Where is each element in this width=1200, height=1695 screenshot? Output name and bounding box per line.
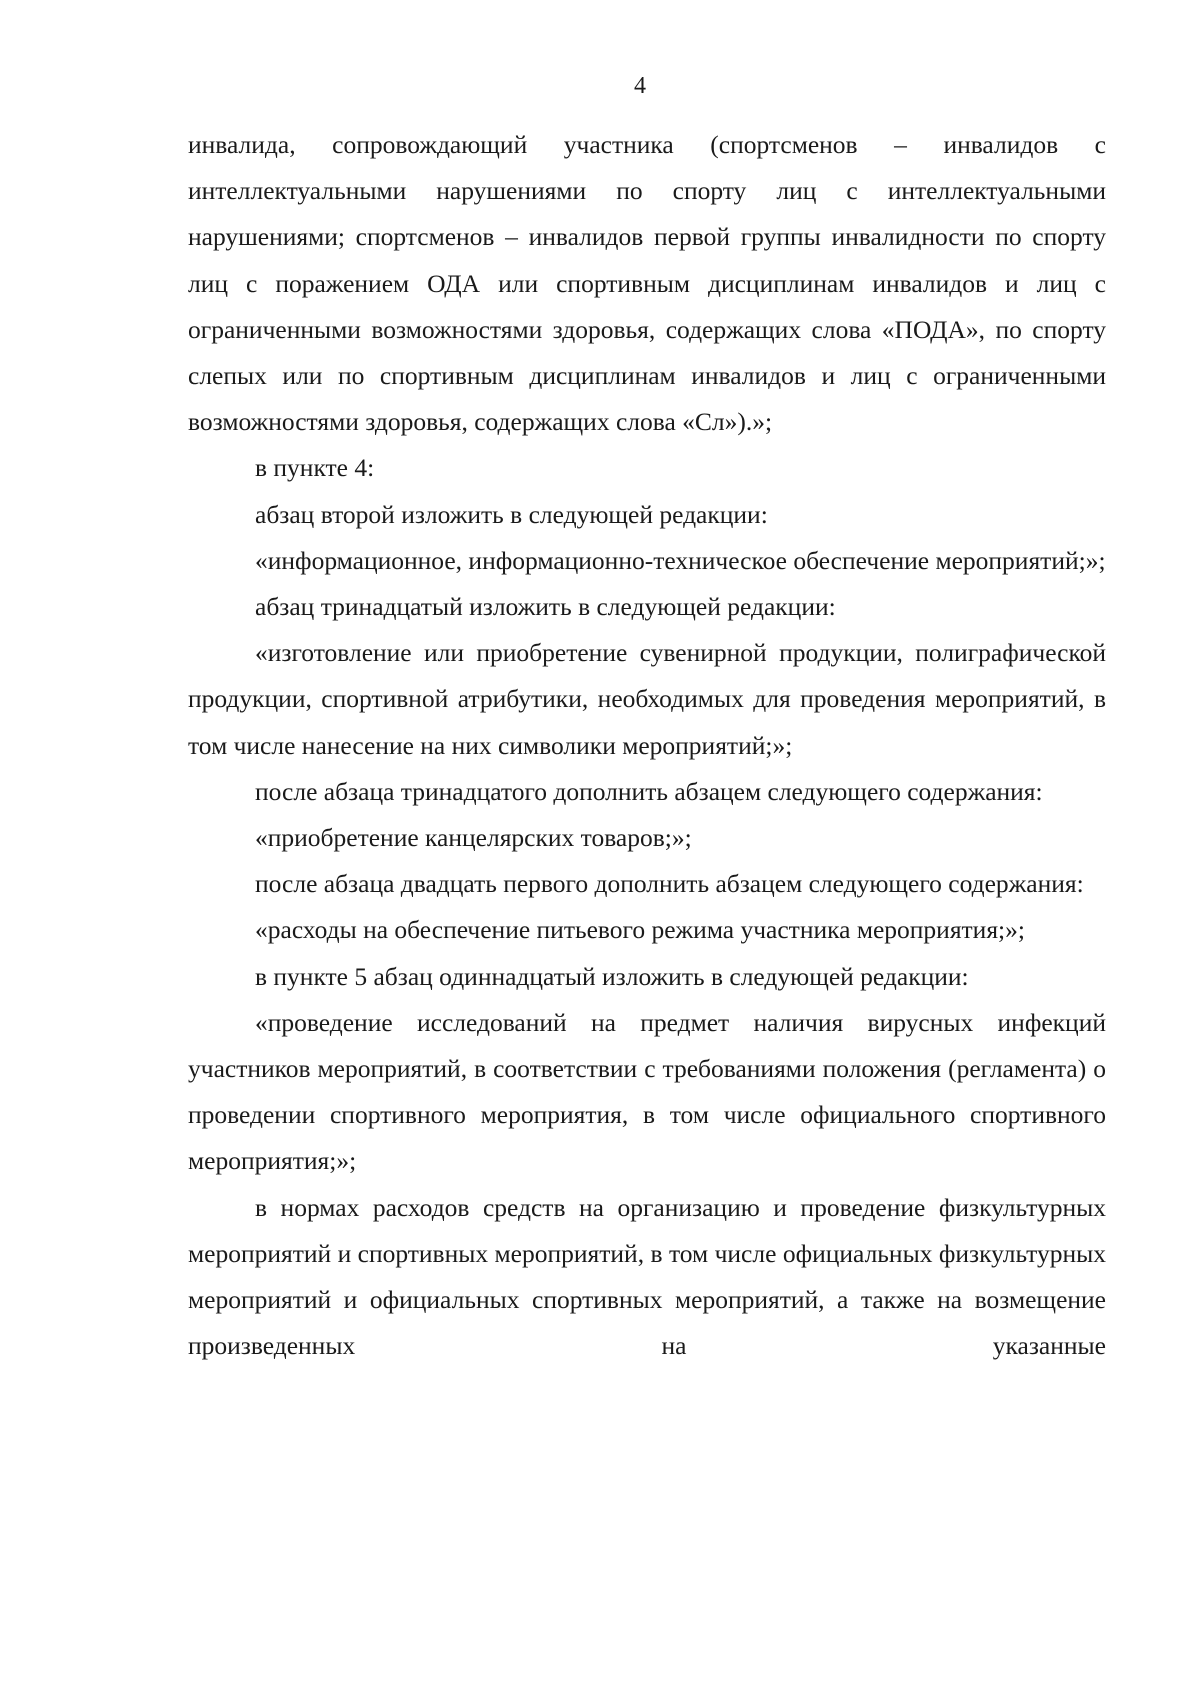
paragraph-drinking-regime: «расходы на обеспечение питьевого режима участника мероприятия;»; [255,915,1025,945]
paragraph-virus-testing: «проведение исследований на предмет наличия вирусных инфекций участников мероприятий, в соответствии с требованиями положения (регламента) о проведении спортивного мероприятия, в том числе официального спортивного мероприятия;»; [188,1007,1106,1176]
paragraph-item-5: в пункте 5 абзац одиннадцатый изложить в следующей редакции: [255,961,969,991]
paragraph-after-thirteenth: после абзаца тринадцатого дополнить абзацем следующего содержания: [255,776,1043,806]
paragraph-stationery: «приобретение канцелярских товаров;»; [255,823,692,853]
paragraph-item-4: в пункте 4: [255,453,375,483]
paragraph-souvenir: «изготовление или приобретение сувенирной продукции, полиграфической продукции, спортивной атрибутики, необходимых для проведения мероприятий, в том числе нанесение на них символики мероприятий;»; [188,638,1106,760]
page-number: 4 [634,73,646,99]
paragraph-second-abzac: абзац второй изложить в следующей редакции: [255,499,768,529]
document-body [188,122,1106,1369]
paragraph-thirteenth-abzac: абзац тринадцатый изложить в следующей редакции: [255,592,836,622]
paragraph-info-support: «информационное, информационно-техническое обеспечение мероприятий;»; [255,545,1106,575]
paragraph-expense-norms: в нормах расходов средств на организацию и проведение физкультурных мероприятий и спортивных мероприятий, в том числе официальных физкультурных мероприятий и официальных спортивных мероприятий, а также на возмещение произведенных на указанные [188,1192,1106,1361]
paragraph-after-twenty-first: после абзаца двадцать первого дополнить абзацем следующего содержания: [255,869,1084,899]
paragraph-continuation: инвалида, сопровождающий участника (спортсменов – инвалидов с интеллектуальными нарушениями по спорту лиц с интеллектуальными нарушениями; спортсменов – инвалидов первой группы инвалидности по спорту лиц с поражением ОДА или спортивным дисциплинам инвалидов и лиц с ограниченными возможностями здоровья, содержащих слова «ПОДА», по спорту слепых или по спортивным дисциплинам инвалидов и лиц с ограниченными возможностями здоровья, содержащих слова «Сл»).»; [188,130,1106,437]
